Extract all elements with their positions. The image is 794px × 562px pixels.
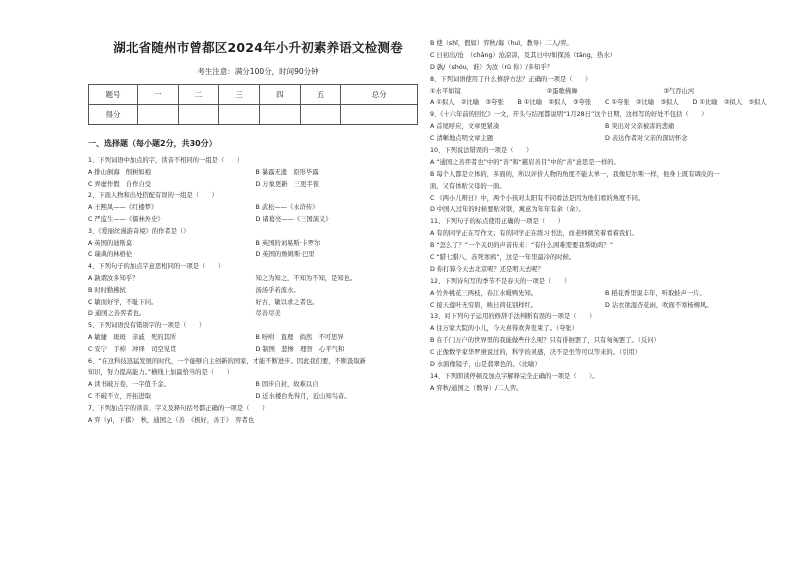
option-text[interactable]: B 固步自封，故难以自 xyxy=(255,381,319,389)
question-line: 2、下面人物和出处搭配有误的一组是（ ） xyxy=(88,192,218,200)
score-value-cell[interactable] xyxy=(341,105,418,125)
option-text[interactable]: D 英国的詹姆斯·巴里 xyxy=(255,251,315,259)
option-text[interactable]: A 敏捷 斑斑 亲戚 死的其所 xyxy=(88,333,177,341)
question-line: D 你打算今天去北京呢？还是明天去呢？ xyxy=(430,265,544,273)
option-text[interactable]: A 读书破万卷，一字值千金。 xyxy=(88,381,170,389)
option-row xyxy=(88,202,423,214)
option-text[interactable]: B 暴露无遗 原形毕露 xyxy=(255,168,319,176)
page-title: 湖北省随州市曾都区2024年小升初素养语文检测卷 xyxy=(113,40,403,55)
score-header-cell: 三 xyxy=(219,85,260,105)
question-line: 10、下列说法错误的一项是（ ） xyxy=(430,147,533,155)
score-value-cell[interactable] xyxy=(178,105,219,125)
option-text[interactable]: 知之为知之，不知为不知，是知也。 xyxy=(255,274,357,282)
option-text[interactable]: A 竹外桃花三两枝，春江水暖鸭先知。 xyxy=(430,289,538,297)
option-row xyxy=(430,121,780,133)
option-text[interactable]: C ①夸张 ②比喻 ③拟人 xyxy=(605,99,679,107)
option-text[interactable]: D 万象更新 三更半夜 xyxy=(255,180,320,188)
left-column xyxy=(88,38,423,426)
question-line: 12、下列诗句写的季节不是春天的一项是（ ） xyxy=(430,277,571,285)
option-text[interactable]: A 孰谓汝多知乎？ xyxy=(88,274,139,282)
score-value-cell[interactable] xyxy=(219,105,260,125)
question-line: 9、《十六年前的回忆》一文，开头与结尾都说明“1月28日”这个日期，这样写的好处不包括（ ） xyxy=(430,111,708,119)
option-text[interactable]: C 弄虚作假 自作自受 xyxy=(88,180,152,188)
right-question-list xyxy=(430,38,780,395)
score-header-cell: 总分 xyxy=(341,85,418,105)
question-line: 13、对下列句子运用的修辞手法判断有误的一项是（ ） xyxy=(430,313,596,321)
score-header-cell: 四 xyxy=(260,85,301,105)
question-line: 6、“在这科技迅猛发展的时代，一个能够自主创新的国家，才能不断进步。因此我们要，不断汲取新 xyxy=(88,357,367,365)
question-line: C 正像数学家华罗庚说过的，科学的灵感，决不是坐等可以等来的。（引用） xyxy=(430,349,642,357)
option-text[interactable]: A 排山倒海 削树如袍 xyxy=(88,168,151,176)
question-line: C 日初出/沧 （chāng）沧凉凉，及其日中/如探汤（tāng，热水） xyxy=(430,51,616,59)
question-line: C 《两小儿辩日》中，两个小孩对太阳有不同看法是因为他们看的角度不同。 xyxy=(430,194,645,202)
option-text[interactable]: B 武松——《水浒传》 xyxy=(255,204,319,212)
question-line: 3、《爱丽丝漫游奇境》的作者是（） xyxy=(88,227,190,235)
exam-notice: 考生注意：满分100分，时间90分钟 xyxy=(197,67,319,76)
section-heading: 一、选择题（每小题2分，共30分） xyxy=(88,139,217,148)
option-text[interactable]: 汤汤乎若流水。 xyxy=(255,286,300,294)
option-row xyxy=(88,308,423,320)
option-row xyxy=(88,344,423,356)
option-row xyxy=(88,214,423,226)
question-line: 5、下列词语没有错别字的一项是（ ） xyxy=(88,322,206,330)
option-text[interactable]: B 吩咐 直理 倘然 不可思异 xyxy=(255,333,344,341)
question-line: A 往万家大院的小儿，今天喜得欢奔发束了。（夸张） xyxy=(430,325,578,333)
option-text[interactable]: A 英国的迪斯莫 xyxy=(88,239,133,247)
option-text[interactable]: A 王熙凤——《红楼梦》 xyxy=(88,204,158,212)
question-line: A “通国之善弈者也”中的“善”和“慈眉善目”中的“善”意思是一样的。 xyxy=(430,158,620,166)
question-line: A 有的同学正在写作文；有的同学正在练习书法，而老师微笑着看着我们。 xyxy=(430,230,638,238)
question-line: C “腊七腊八，冻死寒鸦”，这是一年里最冷的时候。 xyxy=(430,254,576,262)
option-row xyxy=(430,97,780,109)
option-text[interactable]: B 英国的刘易斯·卡罗尔 xyxy=(255,239,321,247)
option-text[interactable]: ①水平如镜 xyxy=(430,87,461,95)
score-header-cell: 题号 xyxy=(89,85,138,105)
score-row-label: 得分 xyxy=(89,105,138,125)
question-line: 11、下列句子的标点使用正确的一项是（ ） xyxy=(430,218,564,226)
option-text[interactable]: 好古，敏以求之者也。 xyxy=(255,298,319,306)
score-value-row xyxy=(89,105,418,125)
question-line: 8、下列词语使用了什么修辞方法？正确的一项是（ ） xyxy=(430,75,592,83)
right-column xyxy=(430,38,780,395)
score-table xyxy=(88,84,418,125)
score-header-cell: 一 xyxy=(138,85,179,105)
option-row xyxy=(88,238,423,250)
option-row xyxy=(88,332,423,344)
option-row xyxy=(88,285,423,297)
option-row xyxy=(88,391,423,403)
option-row xyxy=(430,288,780,300)
question-line: D 孰/（shóu，谁）为汝（rǔ 你）/多知乎？ xyxy=(430,63,553,71)
question-line: 面，又有体贴父母的一面。 xyxy=(430,182,506,190)
question-line: B 在千门万户的世界里的我能做些什么呢？只有徘徊罢了，只有匆匆罢了。（反问） xyxy=(430,337,660,345)
option-row xyxy=(88,297,423,309)
left-question-list xyxy=(88,155,423,426)
option-text[interactable]: B ①比喻 ②拟人 ③夸张 xyxy=(517,99,592,107)
question-line: 1、下列词语中加点的字，读音不相同的一组是（ ） xyxy=(88,157,244,164)
option-text[interactable]: D 诸葛亮——《三国演义》 xyxy=(255,215,332,223)
question-line: 4、下列句子的加点字意思相同的一项是（ ） xyxy=(88,263,225,271)
option-row xyxy=(88,379,423,391)
option-text[interactable]: 尽善尽美 xyxy=(255,310,281,318)
question-line: D 水面像镜子，山是翡翠色的。（比喻） xyxy=(430,361,541,369)
question-line: B 使（shǐ，假如）弈秋/诲（huì，教导）二人/弈。 xyxy=(430,40,573,47)
option-text[interactable]: D 近水楼台先得月，近山知鸟音。 xyxy=(255,392,351,400)
question-line: 14、下列朗读停顿及加点字解释完全正确的一项是（ ）。 xyxy=(430,372,599,380)
option-text[interactable]: D 表达作者对父亲的深切怀念 xyxy=(605,135,688,143)
option-text[interactable]: C 敏而好学，不耻下问。 xyxy=(88,298,158,306)
option-text[interactable]: A 首尾呼应，文章更紧凑 xyxy=(430,123,500,131)
option-text[interactable]: C 接天莲叶无穷碧，映日荷花别样红。 xyxy=(430,301,538,309)
option-row xyxy=(88,167,423,179)
option-text[interactable]: D 制图 悲惨 理智 心平气和 xyxy=(255,345,345,353)
option-text[interactable]: C 不破不立，开拓进取 xyxy=(88,392,152,400)
score-value-cell[interactable] xyxy=(260,105,301,125)
option-text[interactable]: C 严监生——《儒林外史》 xyxy=(88,215,164,223)
question-line: D 中国人过年的时候要贴对联，寓意为年年有余（余）。 xyxy=(430,206,585,214)
option-text[interactable]: D ①比喻 ②拟人 ③拟人 xyxy=(692,99,767,107)
option-text[interactable]: A ①拟人 ②比喻 ③夸张 xyxy=(430,99,504,107)
option-row xyxy=(430,300,780,312)
score-header-cell: 二 xyxy=(178,85,219,105)
question-line: A 弈（yì，下棋） 秋，通国之（善 《极好，善于》 弈者也 xyxy=(88,416,255,424)
option-row xyxy=(430,133,780,145)
option-text[interactable]: ②蛋歌佛舞 xyxy=(546,87,578,95)
question-line: 知识，努力提高能力。”横线上加最恰当的是（ ） xyxy=(88,369,233,377)
question-line: A 弈秋/通国之（数导）/二人弈。 xyxy=(430,384,523,392)
option-text[interactable]: B 时时勤拂拭 xyxy=(88,286,126,294)
score-header-row xyxy=(89,85,418,105)
question-line: 7、下列加点字的读音、字义及释句括号都正确的一项是（ ） xyxy=(88,404,269,412)
score-header-cell: 五 xyxy=(300,85,341,105)
option-row xyxy=(88,179,423,191)
option-row xyxy=(430,86,780,98)
option-row xyxy=(88,273,423,285)
option-text[interactable]: C 瑞典的林格伦 xyxy=(88,251,133,259)
score-value-cell[interactable] xyxy=(138,105,179,125)
option-text[interactable]: ③气吞山河 xyxy=(663,87,695,95)
option-text[interactable]: C 安宁 手棹 冲绎 司空见贯 xyxy=(88,345,177,353)
option-text[interactable]: C 清晰地点明文章主题 xyxy=(430,135,494,143)
option-row xyxy=(88,249,423,261)
score-value-cell[interactable] xyxy=(300,105,341,125)
option-text[interactable]: B 突出对父亲被害的悲痛 xyxy=(605,123,675,131)
option-text[interactable]: D 沾衣欲湿杏花雨，吹面不寒杨柳风。 xyxy=(605,301,713,309)
question-line: B “怎么了？”一个关切的声音传来：“有什么困难需要我帮助吗？” xyxy=(430,242,614,250)
option-text[interactable]: B 稻花香里说丰年，听取蛙声一片。 xyxy=(605,289,706,297)
question-line: B 每个人都是立体的，多面的，所以评价人物的角度不能太单一，我像尼尔斯一样，他身上既有调皮的一 xyxy=(430,170,720,178)
option-text[interactable]: D 通国之善弈者也。 xyxy=(88,310,146,318)
